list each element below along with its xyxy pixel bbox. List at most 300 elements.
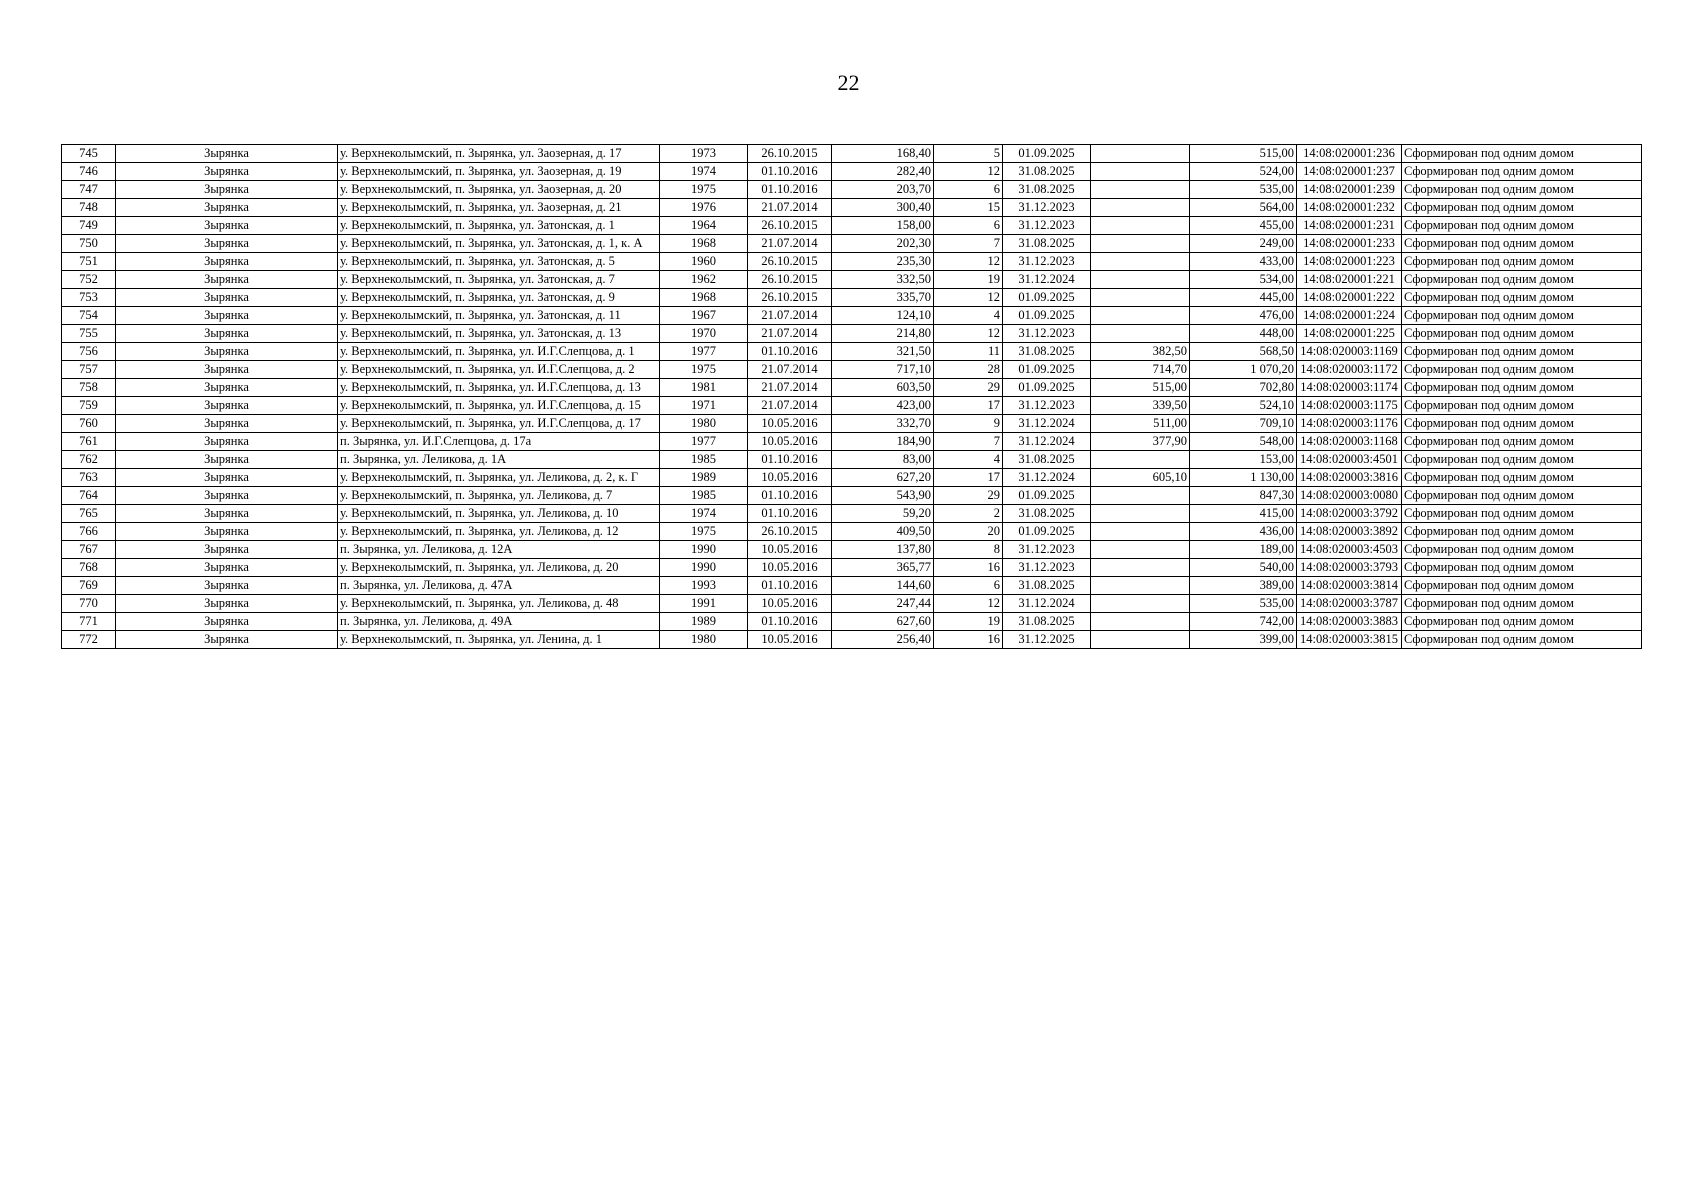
note-cell: Сформирован под одним домом (1402, 469, 1642, 487)
cadastral-number-cell: 14:08:020001:223 (1297, 253, 1402, 271)
cadastral-number-cell: 14:08:020003:3816 (1297, 469, 1402, 487)
build-year-cell: 1981 (660, 379, 748, 397)
note-cell: Сформирован под одним домом (1402, 397, 1642, 415)
area-cell: 184,90 (832, 433, 934, 451)
settlement-cell: Зырянка (116, 451, 338, 469)
table-row (62, 415, 1642, 433)
date-cell: 01.10.2016 (748, 505, 832, 523)
row-number-cell: 761 (62, 433, 116, 451)
cadastral-number-cell: 14:08:020003:3815 (1297, 631, 1402, 649)
table-row (62, 325, 1642, 343)
land-area-cell (1091, 307, 1190, 325)
settlement-cell: Зырянка (116, 361, 338, 379)
deadline-date-cell: 31.08.2025 (1003, 451, 1091, 469)
plot-area-cell: 476,00 (1190, 307, 1297, 325)
plot-area-cell: 535,00 (1190, 181, 1297, 199)
page-number: 22 (837, 70, 860, 95)
row-number-cell: 769 (62, 577, 116, 595)
settlement-cell: Зырянка (116, 235, 338, 253)
land-area-cell (1091, 199, 1190, 217)
land-area-cell (1091, 559, 1190, 577)
date-cell: 21.07.2014 (748, 307, 832, 325)
table-row (62, 217, 1642, 235)
address-cell: у. Верхнеколымский, п. Зырянка, ул. Леликова, д. 12 (338, 523, 660, 541)
cadastral-number-cell: 14:08:020001:232 (1297, 199, 1402, 217)
address-cell: у. Верхнеколымский, п. Зырянка, ул. Леликова, д. 7 (338, 487, 660, 505)
address-cell: п. Зырянка, ул. Леликова, д. 1А (338, 451, 660, 469)
note-cell: Сформирован под одним домом (1402, 631, 1642, 649)
row-number-cell: 758 (62, 379, 116, 397)
note-cell: Сформирован под одним домом (1402, 379, 1642, 397)
deadline-date-cell: 31.08.2025 (1003, 613, 1091, 631)
note-cell: Сформирован под одним домом (1402, 433, 1642, 451)
deadline-date-cell: 01.09.2025 (1003, 289, 1091, 307)
address-cell: у. Верхнеколымский, п. Зырянка, ул. Леликова, д. 2, к. Г (338, 469, 660, 487)
cadastral-number-cell: 14:08:020003:4501 (1297, 451, 1402, 469)
build-year-cell: 1980 (660, 415, 748, 433)
build-year-cell: 1990 (660, 541, 748, 559)
land-area-cell: 515,00 (1091, 379, 1190, 397)
deadline-date-cell: 31.12.2024 (1003, 415, 1091, 433)
note-cell: Сформирован под одним домом (1402, 199, 1642, 217)
table-row (62, 541, 1642, 559)
deadline-date-cell: 31.12.2024 (1003, 469, 1091, 487)
note-cell: Сформирован под одним домом (1402, 253, 1642, 271)
area-cell: 332,70 (832, 415, 934, 433)
area-cell: 137,80 (832, 541, 934, 559)
deadline-date-cell: 31.12.2023 (1003, 397, 1091, 415)
land-area-cell (1091, 289, 1190, 307)
row-number-cell: 748 (62, 199, 116, 217)
land-area-cell (1091, 595, 1190, 613)
cadastral-number-cell: 14:08:020003:1175 (1297, 397, 1402, 415)
area-cell: 717,10 (832, 361, 934, 379)
date-cell: 26.10.2015 (748, 145, 832, 163)
build-year-cell: 1975 (660, 361, 748, 379)
count-cell: 12 (934, 253, 1003, 271)
address-cell: у. Верхнеколымский, п. Зырянка, ул. Затонская, д. 11 (338, 307, 660, 325)
date-cell: 10.05.2016 (748, 541, 832, 559)
build-year-cell: 1991 (660, 595, 748, 613)
cadastral-number-cell: 14:08:020003:1168 (1297, 433, 1402, 451)
count-cell: 15 (934, 199, 1003, 217)
table-row (62, 595, 1642, 613)
count-cell: 29 (934, 487, 1003, 505)
row-number-cell: 753 (62, 289, 116, 307)
area-cell: 214,80 (832, 325, 934, 343)
deadline-date-cell: 31.08.2025 (1003, 343, 1091, 361)
area-cell: 256,40 (832, 631, 934, 649)
settlement-cell: Зырянка (116, 541, 338, 559)
plot-area-cell: 540,00 (1190, 559, 1297, 577)
address-cell: п. Зырянка, ул. Леликова, д. 49А (338, 613, 660, 631)
date-cell: 01.10.2016 (748, 343, 832, 361)
note-cell: Сформирован под одним домом (1402, 541, 1642, 559)
row-number-cell: 747 (62, 181, 116, 199)
build-year-cell: 1974 (660, 163, 748, 181)
count-cell: 28 (934, 361, 1003, 379)
plot-area-cell: 847,30 (1190, 487, 1297, 505)
land-area-cell: 714,70 (1091, 361, 1190, 379)
plot-area-cell: 153,00 (1190, 451, 1297, 469)
count-cell: 16 (934, 631, 1003, 649)
table-row (62, 469, 1642, 487)
table-row (62, 451, 1642, 469)
count-cell: 7 (934, 235, 1003, 253)
date-cell: 21.07.2014 (748, 379, 832, 397)
row-number-cell: 766 (62, 523, 116, 541)
build-year-cell: 1970 (660, 325, 748, 343)
count-cell: 19 (934, 613, 1003, 631)
note-cell: Сформирован под одним домом (1402, 595, 1642, 613)
deadline-date-cell: 01.09.2025 (1003, 145, 1091, 163)
cadastral-number-cell: 14:08:020001:237 (1297, 163, 1402, 181)
date-cell: 01.10.2016 (748, 577, 832, 595)
count-cell: 4 (934, 307, 1003, 325)
table-row (62, 235, 1642, 253)
settlement-cell: Зырянка (116, 217, 338, 235)
count-cell: 20 (934, 523, 1003, 541)
count-cell: 6 (934, 181, 1003, 199)
address-cell: у. Верхнеколымский, п. Зырянка, ул. Затонская, д. 9 (338, 289, 660, 307)
date-cell: 10.05.2016 (748, 595, 832, 613)
count-cell: 11 (934, 343, 1003, 361)
table-row (62, 163, 1642, 181)
area-cell: 144,60 (832, 577, 934, 595)
date-cell: 10.05.2016 (748, 469, 832, 487)
build-year-cell: 1989 (660, 469, 748, 487)
address-cell: у. Верхнеколымский, п. Зырянка, ул. Ленина, д. 1 (338, 631, 660, 649)
cadastral-number-cell: 14:08:020003:0080 (1297, 487, 1402, 505)
cadastral-number-cell: 14:08:020003:3792 (1297, 505, 1402, 523)
address-cell: у. Верхнеколымский, п. Зырянка, ул. Заозерная, д. 19 (338, 163, 660, 181)
date-cell: 01.10.2016 (748, 181, 832, 199)
count-cell: 12 (934, 163, 1003, 181)
area-cell: 603,50 (832, 379, 934, 397)
land-area-cell (1091, 541, 1190, 559)
build-year-cell: 1964 (660, 217, 748, 235)
settlement-cell: Зырянка (116, 145, 338, 163)
settlement-cell: Зырянка (116, 307, 338, 325)
row-number-cell: 750 (62, 235, 116, 253)
count-cell: 7 (934, 433, 1003, 451)
plot-area-cell: 415,00 (1190, 505, 1297, 523)
cadastral-number-cell: 14:08:020001:225 (1297, 325, 1402, 343)
note-cell: Сформирован под одним домом (1402, 523, 1642, 541)
count-cell: 16 (934, 559, 1003, 577)
deadline-date-cell: 31.12.2024 (1003, 271, 1091, 289)
plot-area-cell: 548,00 (1190, 433, 1297, 451)
settlement-cell: Зырянка (116, 613, 338, 631)
address-cell: у. Верхнеколымский, п. Зырянка, ул. Затонская, д. 1, к. А (338, 235, 660, 253)
area-cell: 168,40 (832, 145, 934, 163)
date-cell: 01.10.2016 (748, 163, 832, 181)
address-cell: у. Верхнеколымский, п. Зырянка, ул. Леликова, д. 10 (338, 505, 660, 523)
build-year-cell: 1968 (660, 289, 748, 307)
area-cell: 203,70 (832, 181, 934, 199)
plot-area-cell: 515,00 (1190, 145, 1297, 163)
row-number-cell: 754 (62, 307, 116, 325)
land-area-cell (1091, 145, 1190, 163)
note-cell: Сформирован под одним домом (1402, 577, 1642, 595)
count-cell: 9 (934, 415, 1003, 433)
plot-area-cell: 534,00 (1190, 271, 1297, 289)
address-cell: п. Зырянка, ул. И.Г.Слепцова, д. 17а (338, 433, 660, 451)
deadline-date-cell: 31.08.2025 (1003, 163, 1091, 181)
address-cell: у. Верхнеколымский, п. Зырянка, ул. И.Г.Слепцова, д. 13 (338, 379, 660, 397)
land-area-cell (1091, 325, 1190, 343)
plot-area-cell: 389,00 (1190, 577, 1297, 595)
deadline-date-cell: 31.08.2025 (1003, 181, 1091, 199)
count-cell: 6 (934, 217, 1003, 235)
note-cell: Сформирован под одним домом (1402, 181, 1642, 199)
settlement-cell: Зырянка (116, 433, 338, 451)
note-cell: Сформирован под одним домом (1402, 415, 1642, 433)
date-cell: 26.10.2015 (748, 217, 832, 235)
table-row (62, 379, 1642, 397)
address-cell: у. Верхнеколымский, п. Зырянка, ул. Затонская, д. 5 (338, 253, 660, 271)
row-number-cell: 757 (62, 361, 116, 379)
note-cell: Сформирован под одним домом (1402, 559, 1642, 577)
date-cell: 21.07.2014 (748, 361, 832, 379)
settlement-cell: Зырянка (116, 289, 338, 307)
row-number-cell: 770 (62, 595, 116, 613)
date-cell: 01.10.2016 (748, 613, 832, 631)
row-number-cell: 745 (62, 145, 116, 163)
cadastral-number-cell: 14:08:020003:3787 (1297, 595, 1402, 613)
note-cell: Сформирован под одним домом (1402, 163, 1642, 181)
table-row (62, 271, 1642, 289)
date-cell: 10.05.2016 (748, 559, 832, 577)
cadastral-number-cell: 14:08:020003:1176 (1297, 415, 1402, 433)
build-year-cell: 1985 (660, 451, 748, 469)
land-area-cell: 605,10 (1091, 469, 1190, 487)
deadline-date-cell: 31.12.2023 (1003, 253, 1091, 271)
build-year-cell: 1974 (660, 505, 748, 523)
date-cell: 21.07.2014 (748, 199, 832, 217)
cadastral-number-cell: 14:08:020003:3883 (1297, 613, 1402, 631)
area-cell: 300,40 (832, 199, 934, 217)
note-cell: Сформирован под одним домом (1402, 487, 1642, 505)
table-row (62, 343, 1642, 361)
address-cell: у. Верхнеколымский, п. Зырянка, ул. Заозерная, д. 20 (338, 181, 660, 199)
address-cell: у. Верхнеколымский, п. Зырянка, ул. И.Г.Слепцова, д. 2 (338, 361, 660, 379)
address-cell: п. Зырянка, ул. Леликова, д. 12А (338, 541, 660, 559)
plot-area-cell: 445,00 (1190, 289, 1297, 307)
address-cell: у. Верхнеколымский, п. Зырянка, ул. И.Г.Слепцова, д. 1 (338, 343, 660, 361)
address-cell: п. Зырянка, ул. Леликова, д. 47А (338, 577, 660, 595)
note-cell: Сформирован под одним домом (1402, 505, 1642, 523)
plot-area-cell: 1 130,00 (1190, 469, 1297, 487)
count-cell: 17 (934, 469, 1003, 487)
deadline-date-cell: 31.12.2024 (1003, 595, 1091, 613)
land-area-cell (1091, 523, 1190, 541)
row-number-cell: 768 (62, 559, 116, 577)
table-row (62, 361, 1642, 379)
address-cell: у. Верхнеколымский, п. Зырянка, ул. Леликова, д. 20 (338, 559, 660, 577)
build-year-cell: 1962 (660, 271, 748, 289)
cadastral-number-cell: 14:08:020003:3814 (1297, 577, 1402, 595)
row-number-cell: 763 (62, 469, 116, 487)
deadline-date-cell: 01.09.2025 (1003, 379, 1091, 397)
count-cell: 12 (934, 325, 1003, 343)
cadastral-number-cell: 14:08:020001:231 (1297, 217, 1402, 235)
land-area-cell (1091, 271, 1190, 289)
build-year-cell: 1975 (660, 523, 748, 541)
cadastral-number-cell: 14:08:020001:233 (1297, 235, 1402, 253)
plot-area-cell: 436,00 (1190, 523, 1297, 541)
plot-area-cell: 524,00 (1190, 163, 1297, 181)
address-cell: у. Верхнеколымский, п. Зырянка, ул. Затонская, д. 1 (338, 217, 660, 235)
deadline-date-cell: 01.09.2025 (1003, 523, 1091, 541)
settlement-cell: Зырянка (116, 523, 338, 541)
land-area-cell (1091, 217, 1190, 235)
area-cell: 59,20 (832, 505, 934, 523)
deadline-date-cell: 01.09.2025 (1003, 487, 1091, 505)
count-cell: 2 (934, 505, 1003, 523)
area-cell: 247,44 (832, 595, 934, 613)
area-cell: 335,70 (832, 289, 934, 307)
cadastral-number-cell: 14:08:020001:222 (1297, 289, 1402, 307)
plot-area-cell: 742,00 (1190, 613, 1297, 631)
build-year-cell: 1968 (660, 235, 748, 253)
note-cell: Сформирован под одним домом (1402, 235, 1642, 253)
row-number-cell: 756 (62, 343, 116, 361)
land-area-cell: 382,50 (1091, 343, 1190, 361)
build-year-cell: 1989 (660, 613, 748, 631)
address-cell: у. Верхнеколымский, п. Зырянка, ул. Леликова, д. 48 (338, 595, 660, 613)
address-cell: у. Верхнеколымский, п. Зырянка, ул. Затонская, д. 7 (338, 271, 660, 289)
settlement-cell: Зырянка (116, 199, 338, 217)
plot-area-cell: 399,00 (1190, 631, 1297, 649)
registry-table (61, 144, 1642, 649)
deadline-date-cell: 31.12.2023 (1003, 559, 1091, 577)
table-row (62, 145, 1642, 163)
area-cell: 235,30 (832, 253, 934, 271)
land-area-cell (1091, 577, 1190, 595)
cadastral-number-cell: 14:08:020001:236 (1297, 145, 1402, 163)
count-cell: 6 (934, 577, 1003, 595)
plot-area-cell: 249,00 (1190, 235, 1297, 253)
land-area-cell (1091, 253, 1190, 271)
note-cell: Сформирован под одним домом (1402, 289, 1642, 307)
address-cell: у. Верхнеколымский, п. Зырянка, ул. Заозерная, д. 21 (338, 199, 660, 217)
table-row (62, 181, 1642, 199)
plot-area-cell: 702,80 (1190, 379, 1297, 397)
address-cell: у. Верхнеколымский, п. Зырянка, ул. И.Г.Слепцова, д. 15 (338, 397, 660, 415)
note-cell: Сформирован под одним домом (1402, 451, 1642, 469)
settlement-cell: Зырянка (116, 595, 338, 613)
cadastral-number-cell: 14:08:020001:239 (1297, 181, 1402, 199)
cadastral-number-cell: 14:08:020003:3793 (1297, 559, 1402, 577)
settlement-cell: Зырянка (116, 379, 338, 397)
note-cell: Сформирован под одним домом (1402, 217, 1642, 235)
cadastral-number-cell: 14:08:020003:3892 (1297, 523, 1402, 541)
area-cell: 158,00 (832, 217, 934, 235)
plot-area-cell: 564,00 (1190, 199, 1297, 217)
area-cell: 83,00 (832, 451, 934, 469)
deadline-date-cell: 01.09.2025 (1003, 307, 1091, 325)
build-year-cell: 1980 (660, 631, 748, 649)
row-number-cell: 746 (62, 163, 116, 181)
deadline-date-cell: 31.12.2023 (1003, 199, 1091, 217)
area-cell: 332,50 (832, 271, 934, 289)
settlement-cell: Зырянка (116, 181, 338, 199)
date-cell: 10.05.2016 (748, 415, 832, 433)
row-number-cell: 764 (62, 487, 116, 505)
date-cell: 01.10.2016 (748, 451, 832, 469)
address-cell: у. Верхнеколымский, п. Зырянка, ул. Заозерная, д. 17 (338, 145, 660, 163)
settlement-cell: Зырянка (116, 577, 338, 595)
cadastral-number-cell: 14:08:020001:224 (1297, 307, 1402, 325)
table-row (62, 559, 1642, 577)
count-cell: 4 (934, 451, 1003, 469)
deadline-date-cell: 31.08.2025 (1003, 577, 1091, 595)
settlement-cell: Зырянка (116, 397, 338, 415)
count-cell: 12 (934, 595, 1003, 613)
settlement-cell: Зырянка (116, 505, 338, 523)
note-cell: Сформирован под одним домом (1402, 271, 1642, 289)
land-area-cell (1091, 487, 1190, 505)
table-row (62, 433, 1642, 451)
row-number-cell: 767 (62, 541, 116, 559)
deadline-date-cell: 31.08.2025 (1003, 505, 1091, 523)
count-cell: 19 (934, 271, 1003, 289)
count-cell: 5 (934, 145, 1003, 163)
settlement-cell: Зырянка (116, 415, 338, 433)
area-cell: 409,50 (832, 523, 934, 541)
settlement-cell: Зырянка (116, 559, 338, 577)
settlement-cell: Зырянка (116, 469, 338, 487)
date-cell: 10.05.2016 (748, 433, 832, 451)
settlement-cell: Зырянка (116, 325, 338, 343)
build-year-cell: 1971 (660, 397, 748, 415)
row-number-cell: 765 (62, 505, 116, 523)
deadline-date-cell: 31.12.2023 (1003, 217, 1091, 235)
cadastral-number-cell: 14:08:020003:1174 (1297, 379, 1402, 397)
date-cell: 26.10.2015 (748, 253, 832, 271)
land-area-cell: 377,90 (1091, 433, 1190, 451)
plot-area-cell: 189,00 (1190, 541, 1297, 559)
plot-area-cell: 535,00 (1190, 595, 1297, 613)
build-year-cell: 1977 (660, 343, 748, 361)
settlement-cell: Зырянка (116, 487, 338, 505)
date-cell: 26.10.2015 (748, 289, 832, 307)
land-area-cell (1091, 235, 1190, 253)
row-number-cell: 762 (62, 451, 116, 469)
table-row (62, 523, 1642, 541)
note-cell: Сформирован под одним домом (1402, 325, 1642, 343)
settlement-cell: Зырянка (116, 253, 338, 271)
row-number-cell: 760 (62, 415, 116, 433)
area-cell: 627,20 (832, 469, 934, 487)
date-cell: 21.07.2014 (748, 235, 832, 253)
land-area-cell: 511,00 (1091, 415, 1190, 433)
date-cell: 10.05.2016 (748, 631, 832, 649)
deadline-date-cell: 31.12.2023 (1003, 541, 1091, 559)
plot-area-cell: 455,00 (1190, 217, 1297, 235)
settlement-cell: Зырянка (116, 163, 338, 181)
deadline-date-cell: 31.12.2024 (1003, 433, 1091, 451)
build-year-cell: 1960 (660, 253, 748, 271)
note-cell: Сформирован под одним домом (1402, 613, 1642, 631)
row-number-cell: 752 (62, 271, 116, 289)
area-cell: 423,00 (832, 397, 934, 415)
cadastral-number-cell: 14:08:020003:1172 (1297, 361, 1402, 379)
settlement-cell: Зырянка (116, 271, 338, 289)
note-cell: Сформирован под одним домом (1402, 343, 1642, 361)
note-cell: Сформирован под одним домом (1402, 361, 1642, 379)
